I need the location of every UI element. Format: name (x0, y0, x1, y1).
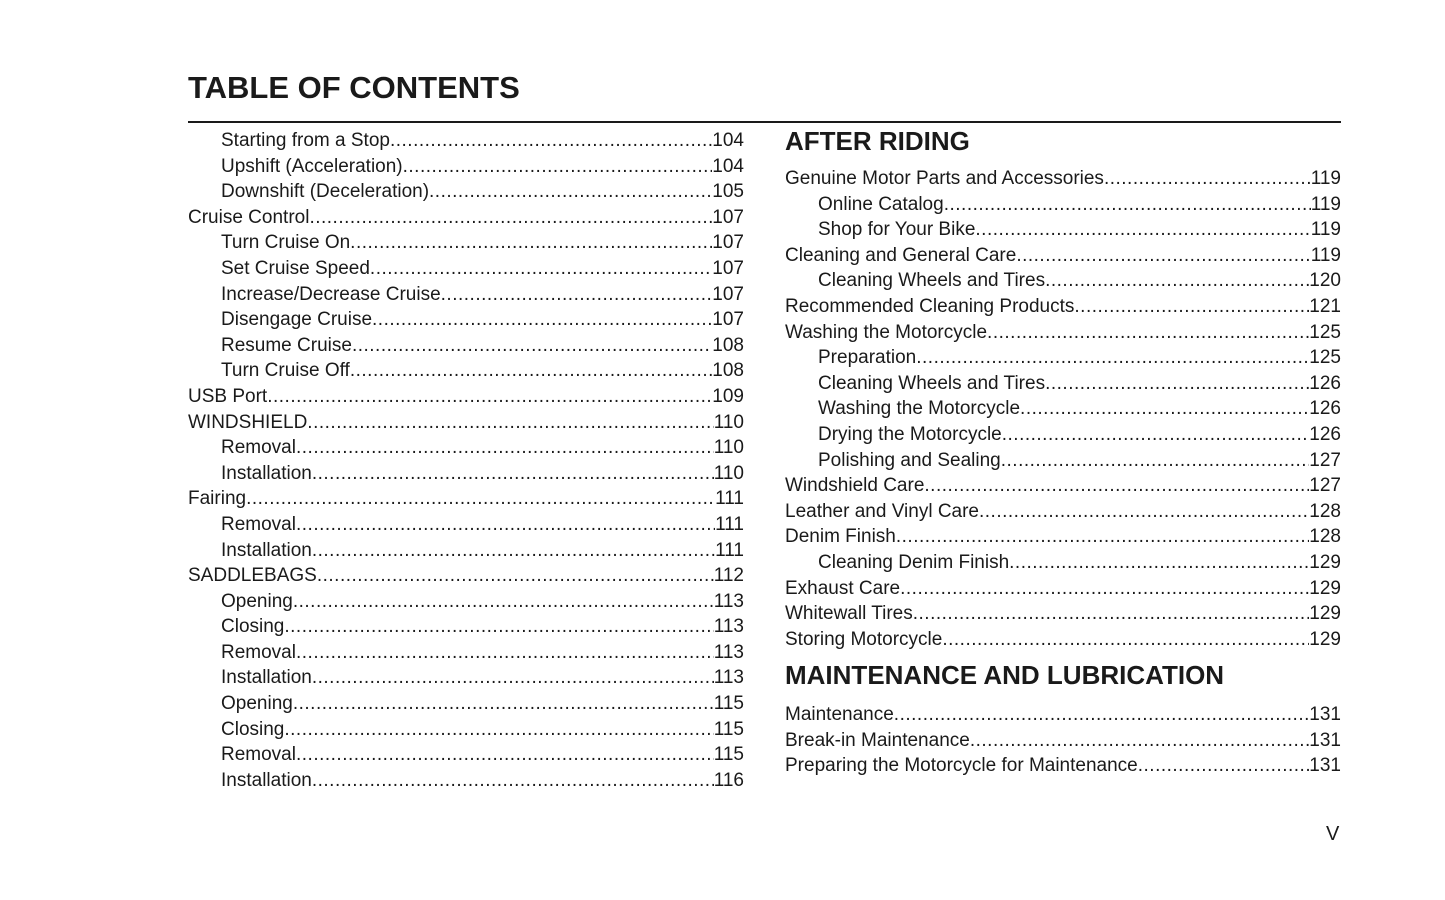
dot-leader (317, 563, 714, 589)
dot-leader (924, 473, 1309, 499)
entry-label: Opening (221, 693, 293, 715)
entry-label: SADDLEBAGS (188, 565, 317, 587)
entry-page: 119 (1310, 219, 1341, 241)
dot-leader (942, 627, 1309, 653)
entry-label: Maintenance (785, 704, 894, 726)
entry-label: Cleaning Denim Finish (818, 551, 1010, 573)
entry-page: 119 (1310, 168, 1341, 189)
entry-page: 113 (713, 641, 744, 663)
entry-label: Cleaning Wheels and Tires (818, 270, 1046, 292)
entry-page: 129 (1309, 628, 1341, 650)
entry-label: Windshield Care (785, 475, 925, 497)
dot-leader (441, 282, 713, 308)
dot-leader (900, 576, 1309, 602)
toc-entry[interactable] (785, 243, 1341, 269)
entry-label: Preparation (818, 347, 917, 369)
dot-leader (970, 728, 1309, 754)
toc-entry[interactable] (188, 256, 744, 282)
entry-page: 115 (713, 744, 744, 766)
dot-leader (296, 640, 714, 666)
dot-leader (309, 205, 712, 231)
toc-entry[interactable] (785, 268, 1341, 294)
entry-page: 127 (1309, 449, 1341, 471)
entry-page: 107 (712, 283, 744, 305)
dot-leader (1045, 371, 1309, 397)
dot-leader (1002, 422, 1310, 448)
entry-label: Leather and Vinyl Care (785, 500, 979, 522)
entry-page: 116 (713, 769, 744, 791)
entry-page: 104 (712, 130, 744, 151)
entry-page: 125 (1309, 321, 1341, 343)
entry-page: 119 (1310, 193, 1341, 215)
entry-label: Resume Cruise (221, 334, 352, 356)
entry-page: 126 (1309, 423, 1341, 445)
entry-label: Drying the Motorcycle (818, 423, 1002, 445)
entry-label: Genuine Motor Parts and Accessories (785, 168, 1104, 189)
entry-label: Removal (221, 641, 296, 663)
entry-page: 131 (1309, 755, 1341, 777)
entry-label: Washing the Motorcycle (818, 398, 1021, 420)
toc-entry[interactable] (785, 422, 1341, 448)
toc-entry[interactable] (188, 128, 744, 154)
toc-entry[interactable] (188, 563, 744, 589)
toc-entry[interactable] (188, 384, 744, 410)
toc-entry[interactable] (188, 461, 744, 487)
entry-label: USB Port (188, 385, 268, 407)
entry-page: 125 (1309, 347, 1341, 369)
dot-leader (987, 320, 1309, 346)
dot-leader (1045, 268, 1309, 294)
entry-page: 110 (713, 411, 744, 433)
entry-label: Polishing and Sealing (818, 449, 1001, 471)
entry-page: 108 (712, 360, 744, 382)
dot-leader (284, 717, 713, 743)
toc-entry[interactable] (785, 524, 1341, 550)
entry-page: 126 (1309, 398, 1341, 420)
entry-label: Starting from a Stop (221, 130, 390, 151)
entry-label: Cruise Control (188, 206, 310, 228)
entry-label: Installation (221, 667, 312, 689)
entry-page: 113 (713, 590, 744, 612)
entry-label: Installation (221, 539, 312, 561)
toc-entry[interactable] (188, 512, 744, 538)
toc-entry[interactable] (785, 345, 1341, 371)
toc-entry[interactable] (785, 192, 1341, 218)
entry-page: 126 (1309, 372, 1341, 394)
page-title: TABLE OF CONTENTS (188, 70, 520, 105)
entry-page: 128 (1309, 526, 1341, 548)
toc-entry[interactable] (188, 691, 744, 717)
toc-entry[interactable] (785, 728, 1341, 754)
entry-page: 120 (1309, 270, 1341, 292)
toc-entry[interactable] (188, 665, 744, 691)
entry-page: 127 (1309, 475, 1341, 497)
dot-leader (350, 230, 712, 256)
toc-entry[interactable] (188, 410, 744, 436)
entry-label: Removal (221, 437, 296, 459)
entry-label: Denim Finish (785, 526, 896, 548)
entry-page: 128 (1309, 500, 1341, 522)
dot-leader (370, 256, 712, 282)
toc-entry[interactable] (188, 307, 744, 333)
entry-page: 129 (1309, 603, 1341, 625)
entry-page: 107 (712, 257, 744, 279)
toc-entry[interactable] (188, 486, 744, 512)
entry-label: Removal (221, 744, 296, 766)
toc-entry[interactable] (188, 640, 744, 666)
entry-page: 129 (1309, 577, 1341, 599)
entry-page: 129 (1309, 551, 1341, 573)
entry-page: 112 (713, 565, 744, 587)
entry-page: 131 (1309, 704, 1341, 726)
toc-entry[interactable] (785, 473, 1341, 499)
entry-label: Opening (221, 590, 293, 612)
toc-entry[interactable] (785, 396, 1341, 422)
entry-page: 121 (1309, 295, 1341, 317)
entry-label: Storing Motorcycle (785, 628, 943, 650)
entry-page: 110 (713, 462, 744, 484)
toc-entry[interactable] (188, 358, 744, 384)
dot-leader (246, 486, 715, 512)
entry-label: Downshift (Deceleration) (221, 181, 430, 203)
toc-entry[interactable] (785, 576, 1341, 602)
dot-leader (913, 601, 1310, 627)
entry-label: Installation (221, 769, 312, 791)
dot-leader (296, 512, 715, 538)
dot-leader (312, 461, 714, 487)
entry-label: Whitewall Tires (785, 603, 913, 625)
dot-leader (429, 179, 712, 205)
entry-label: Disengage Cruise (221, 309, 373, 331)
entry-page: 105 (712, 181, 744, 203)
toc-entry[interactable] (188, 333, 744, 359)
dot-leader (1020, 396, 1309, 422)
dot-leader (307, 410, 713, 436)
dot-leader (894, 702, 1310, 728)
entry-label: Installation (221, 462, 312, 484)
entry-label: Increase/Decrease Cruise (221, 283, 441, 305)
toc-entry[interactable] (785, 550, 1341, 576)
entry-label: Fairing (188, 488, 247, 510)
dot-leader (293, 691, 714, 717)
entry-label: Upshift (Acceleration) (221, 155, 403, 177)
dot-leader (1074, 294, 1309, 320)
entry-page: 131 (1309, 729, 1341, 751)
toc-entry[interactable] (785, 294, 1341, 320)
entry-label: Shop for Your Bike (818, 219, 976, 241)
dot-leader (350, 358, 712, 384)
section-heading-maintenance: MAINTENANCE AND LUBRICATION (785, 660, 1225, 691)
entry-label: Set Cruise Speed (221, 257, 370, 279)
toc-entry[interactable] (188, 179, 744, 205)
entry-page: 111 (715, 513, 744, 535)
toc-right-column (785, 128, 1341, 779)
title-divider (188, 121, 1341, 123)
entry-page: 113 (713, 616, 744, 638)
toc-entry[interactable] (188, 205, 744, 231)
dot-leader (390, 128, 712, 154)
toc-entry[interactable] (785, 217, 1341, 243)
entry-label: Online Catalog (818, 193, 944, 215)
entry-label: Turn Cruise On (221, 232, 351, 254)
entry-page: 115 (713, 718, 744, 740)
dot-leader (372, 307, 712, 333)
entry-page: 111 (715, 539, 744, 561)
toc-entry[interactable] (188, 589, 744, 615)
toc-entry[interactable] (785, 371, 1341, 397)
dot-leader (352, 333, 712, 359)
section-heading-after-riding: AFTER RIDING (785, 126, 970, 156)
toc-entry[interactable] (188, 282, 744, 308)
entry-label: Washing the Motorcycle (785, 321, 988, 343)
entry-label: Turn Cruise Off (221, 360, 350, 382)
entry-label: WINDSHIELD (188, 411, 308, 433)
dot-leader (267, 384, 712, 410)
entry-page: 115 (713, 693, 744, 715)
entry-label: Closing (221, 718, 285, 740)
entry-label: Cleaning Wheels and Tires (818, 372, 1046, 394)
dot-leader (975, 217, 1310, 243)
toc-entry[interactable] (785, 499, 1341, 525)
entry-page: 113 (713, 667, 744, 689)
toc-entry[interactable] (785, 448, 1341, 474)
toc-entry[interactable] (785, 627, 1341, 653)
entry-page: 111 (715, 488, 744, 510)
toc-entry[interactable] (188, 742, 744, 768)
toc-entry[interactable] (188, 154, 744, 180)
entry-page: 107 (712, 232, 744, 254)
dot-leader (1138, 753, 1310, 779)
entry-page: 119 (1310, 244, 1341, 266)
toc-entry[interactable] (188, 435, 744, 461)
toc-entry[interactable] (188, 614, 744, 640)
entry-label: Removal (221, 513, 296, 535)
entry-label: Recommended Cleaning Products (785, 295, 1075, 317)
dot-leader (296, 742, 714, 768)
dot-leader (1009, 550, 1309, 576)
entry-label: Cleaning and General Care (785, 244, 1017, 266)
dot-leader (944, 192, 1311, 218)
entry-page: 108 (712, 334, 744, 356)
toc-entry[interactable] (188, 538, 744, 564)
entry-page: 104 (712, 155, 744, 177)
toc-entry[interactable] (188, 230, 744, 256)
entry-label: Break-in Maintenance (785, 729, 970, 751)
page-number: V (1326, 823, 1340, 845)
entry-label: Closing (221, 616, 285, 638)
dot-leader (1001, 448, 1310, 474)
toc-left-column (188, 128, 744, 793)
dot-leader (293, 589, 714, 615)
entry-page: 107 (712, 206, 744, 228)
toc-entry[interactable] (188, 717, 744, 743)
dot-leader (916, 345, 1309, 371)
toc-entry[interactable] (785, 320, 1341, 346)
dot-leader (1016, 243, 1310, 269)
entry-label: Preparing the Motorcycle for Maintenance (785, 755, 1138, 777)
dot-leader (284, 614, 713, 640)
dot-leader (403, 154, 713, 180)
toc-entry[interactable] (785, 753, 1341, 779)
dot-leader (312, 665, 714, 691)
entry-label: Exhaust Care (785, 577, 901, 599)
toc-entry[interactable] (785, 702, 1341, 728)
dot-leader (296, 435, 714, 461)
toc-entry[interactable] (785, 166, 1341, 192)
toc-entry[interactable] (785, 601, 1341, 627)
toc-entry[interactable] (188, 768, 744, 794)
dot-leader (979, 499, 1309, 525)
entry-page: 110 (713, 437, 744, 459)
entry-page: 109 (712, 385, 744, 407)
dot-leader (312, 538, 715, 564)
entry-page: 107 (712, 309, 744, 331)
dot-leader (1104, 166, 1311, 192)
dot-leader (896, 524, 1309, 550)
dot-leader (312, 768, 714, 794)
